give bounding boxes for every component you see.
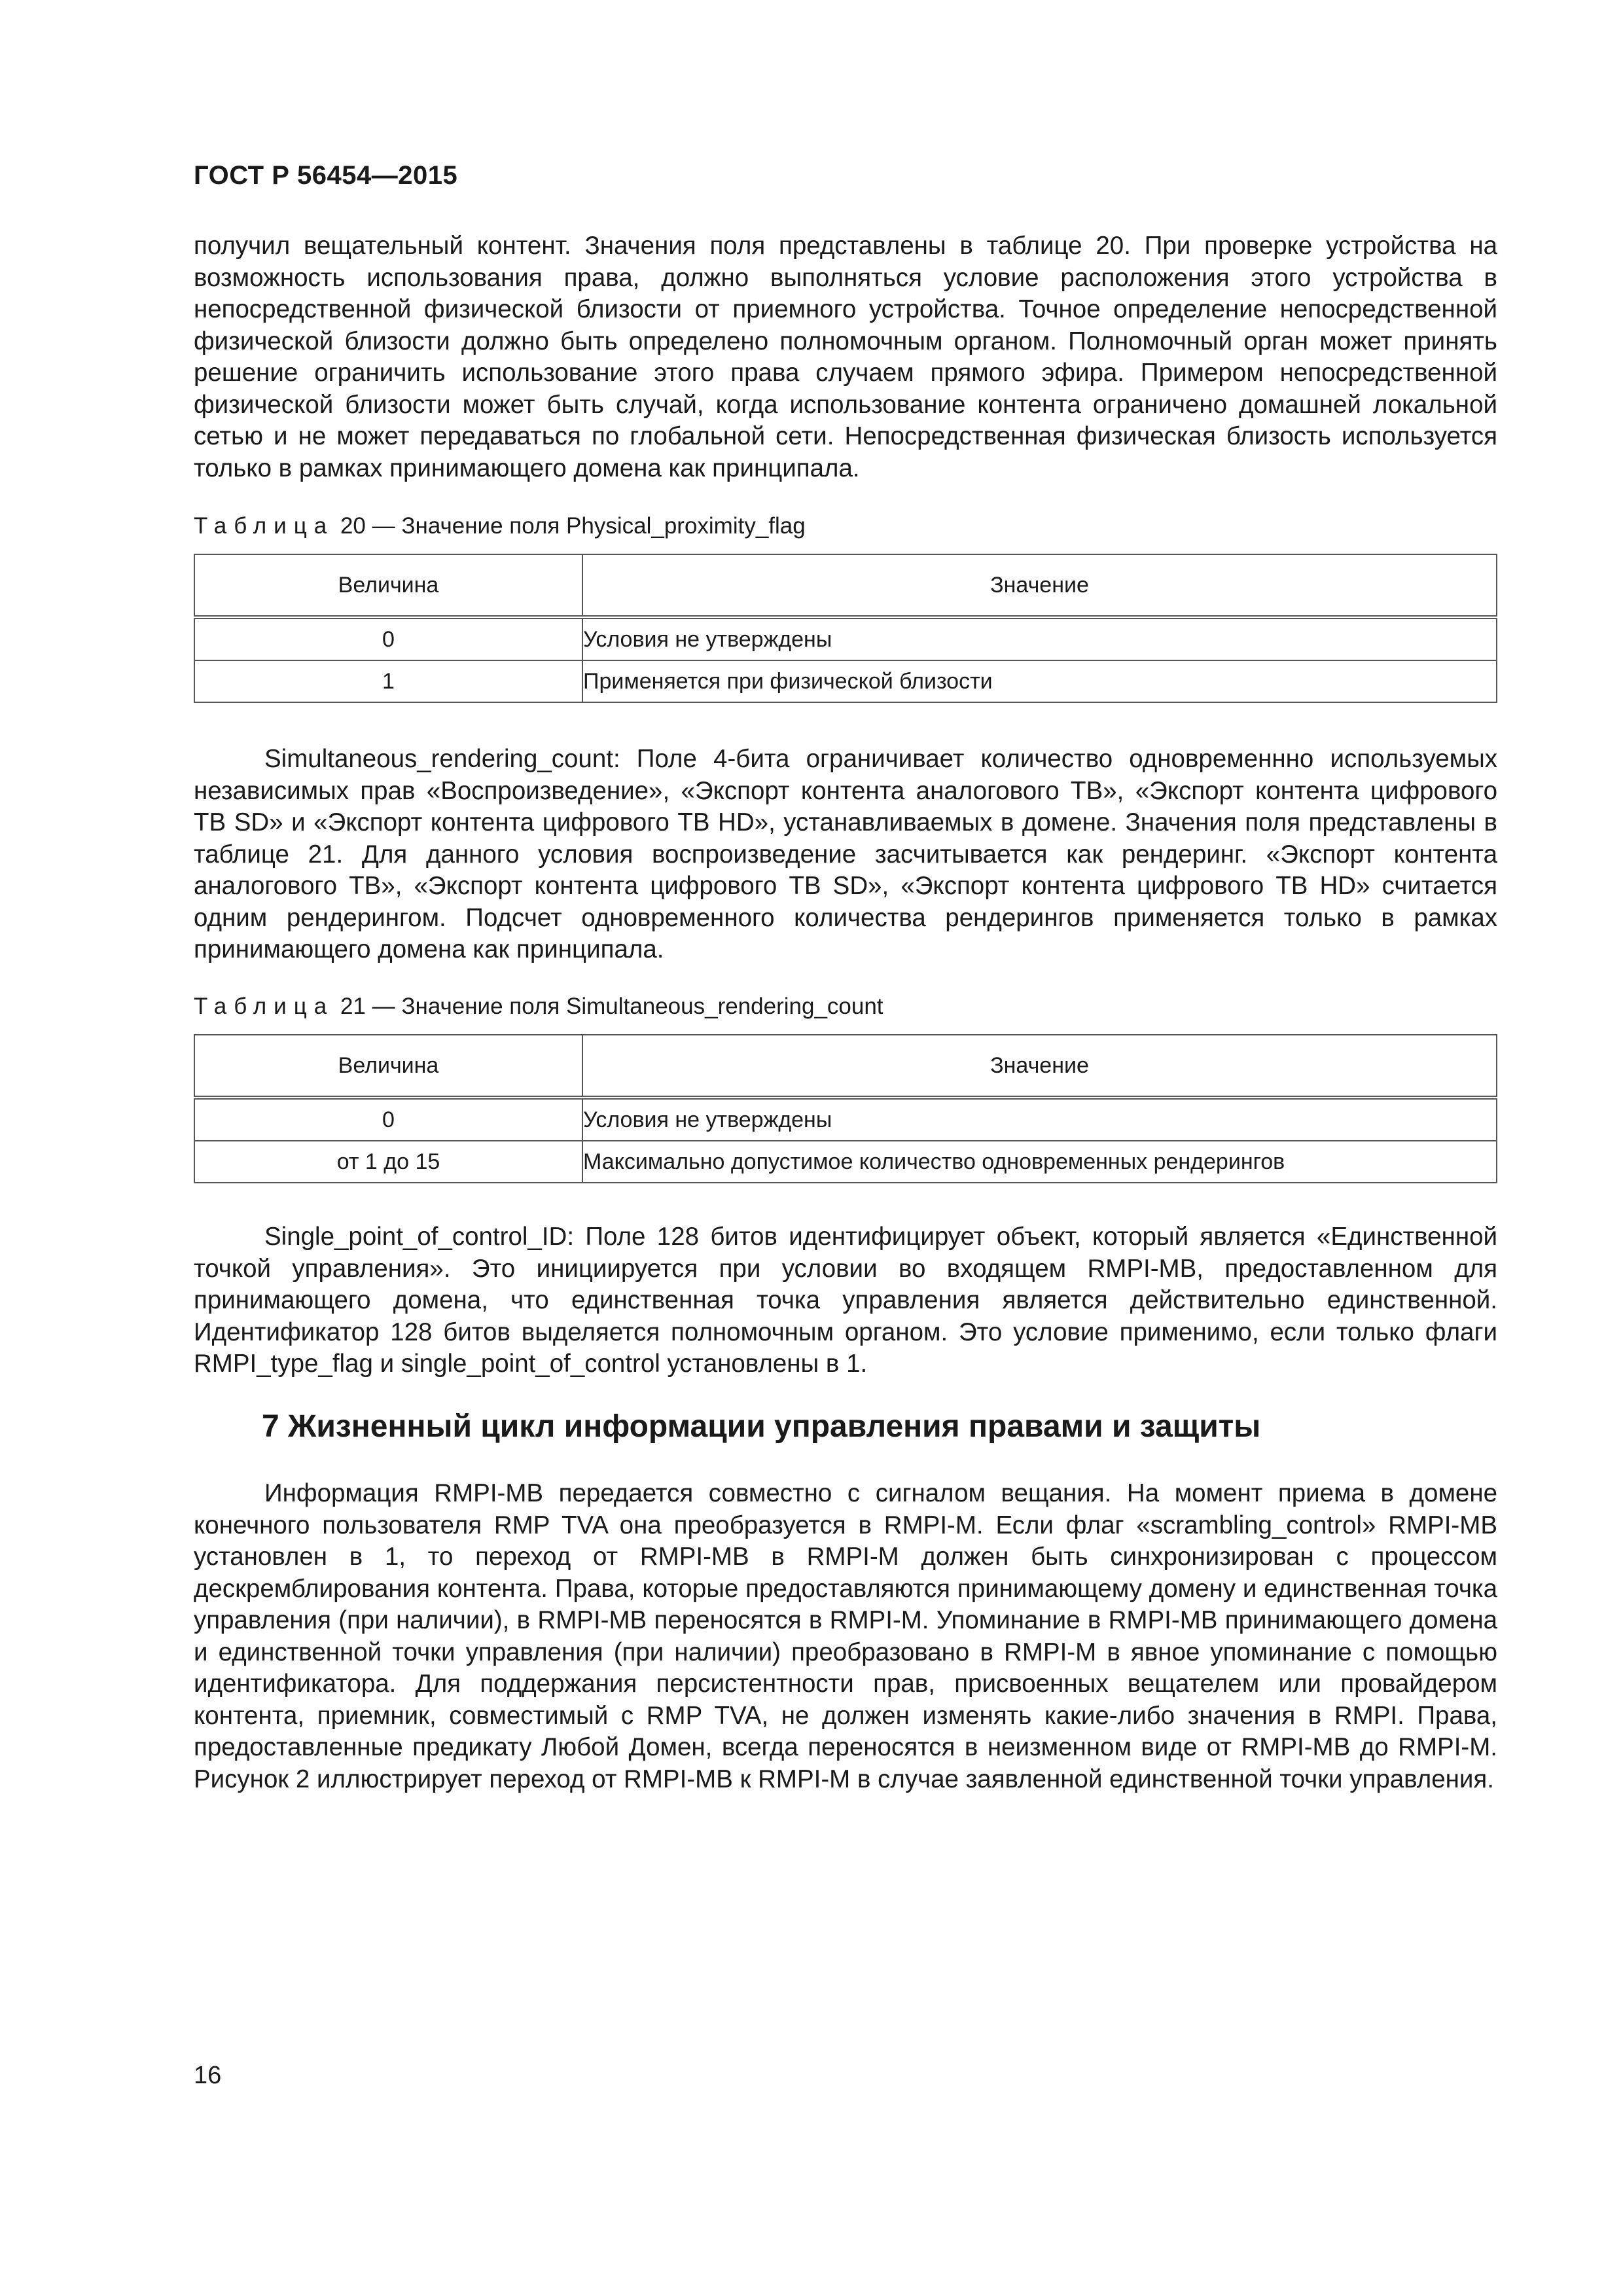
column-header-meaning: Значение [582,1035,1497,1098]
table-21-caption-text: 21 — Значение поля Simultaneous_rendering_count [340,994,883,1019]
table-row [194,660,1497,702]
table-20 [194,554,1497,703]
table-header-row [194,1035,1497,1098]
table-cell-meaning: Условия не утверждены [582,1098,1497,1141]
paragraph-physical-proximity: получил вещательный контент. Значения поля представлены в таблице 20. При проверке устройства на возможность использования права, должно выполняться условие расположения этого устройства в непосредственной физической близости от приемного устройства. Точное определение непосредственной физической близости должно быть определено полномочным органом. Полномочный орган может принять решение ограничить использование этого права случаем прямого эфира. Примером непосредственной физической близости может быть случай, когда использование контента ограничено домашней локальной сетью и не может передаваться по глобальной сети. Непосредственная физическая близость используется только в рамках принимающего домена как принципала. [194,232,1497,482]
column-header-meaning: Значение [582,554,1497,617]
table-cell-meaning: Применяется при физической близости [582,660,1497,702]
table-cell-value: 0 [194,617,582,660]
table-21-caption [194,992,883,1021]
table-20-caption-text: 20 — Значение поля Physical_proximity_flag [340,513,806,539]
table-cell-value: от 1 до 15 [194,1141,582,1183]
table-20-caption-word: Таблица [194,513,334,539]
paragraph-simultaneous-rendering: Simultaneous_rendering_count: Поле 4-бита ограничивает количество одновременнно используемых независимых прав «Воспроизведение», «Экспорт контента аналогового ТВ», «Экспорт контента цифрового ТВ SD» и «Экспорт контента цифрового ТВ HD», устанавливаемых в домене. Значения поля представлены в таблице 21. Для данного условия воспроизведение засчитывается как рендеринг. «Экспорт контента аналогового ТВ», «Экспорт контента цифрового ТВ SD», «Экспорт контента цифрового ТВ HD» считается одним рендерингом. Подсчет одновременного количества рендерингов применяется только в рамках принимающего домена как принципала. [194,745,1498,963]
table-cell-value: 0 [194,1098,582,1141]
table-cell-value: 1 [194,660,582,702]
column-header-value: Величина [194,1035,582,1098]
table-header-row [194,554,1497,617]
section-heading: 7 Жизненный цикл информации управления правами и защиты [262,1409,1261,1444]
paragraph-rmpi-lifecycle: Информация RMPI-MB передается совместно с сигналом вещания. На момент приема в домене конечного пользователя RMP TVA она преобразуется в RMPI-M. Если флаг «scrambling_control» RMPI-MB установлен в 1, то переход от RMPI-MB в RMPI-M должен быть синхронизирован с процессом дескремблирования контента. Права, которые предоставляются принимающему домену и единственная точка управления (при наличии), в RMPI-MB переносятся в RMPI-M. Упоминание в RMPI-MB принимающего домена и единственной точки управления (при наличии) преобразовано в RMPI-M в явное упоминание с помощью идентификатора. Для поддержания персистентности прав, присвоенных вещателем или провайдером контента, приемник, совместимый с RMP TVA, не должен изменять какие-либо значения в RMPI. Права, предоставленные предикату Любой Домен, всегда переносятся в неизменном виде от RMPI-MB до RMPI-M. Рисунок 2 иллюстрирует переход от RMPI-MB к RMPI-M в случае заявленной единственной точки управления. [194,1479,1497,1793]
page-number: 16 [194,2062,222,2089]
table-cell-meaning: Условия не утверждены [582,617,1497,660]
table-row [194,617,1497,660]
table-20-caption [194,512,806,541]
paragraph-single-point-of-control: Single_point_of_control_ID: Поле 128 битов идентифицирует объект, который является «Единственной точкой управления». Это инициируется при условии во входящем RMPI-MB, предоставленном для принимающего домена, что единственная точка управления является действительно единственной. Идентификатор 128 битов выделяется полномочным органом. Это условие применимо, если только флаги RMPI_type_flag и single_point_of_control установлены в 1. [194,1223,1497,1378]
document-header: ГОСТ Р 56454—2015 [194,161,458,190]
table-row [194,1098,1497,1141]
column-header-value: Величина [194,554,582,617]
table-21-caption-word: Таблица [194,994,334,1019]
table-row [194,1141,1497,1183]
table-21 [194,1034,1497,1183]
table-cell-meaning: Максимально допустимое количество одновременных рендерингов [582,1141,1497,1183]
